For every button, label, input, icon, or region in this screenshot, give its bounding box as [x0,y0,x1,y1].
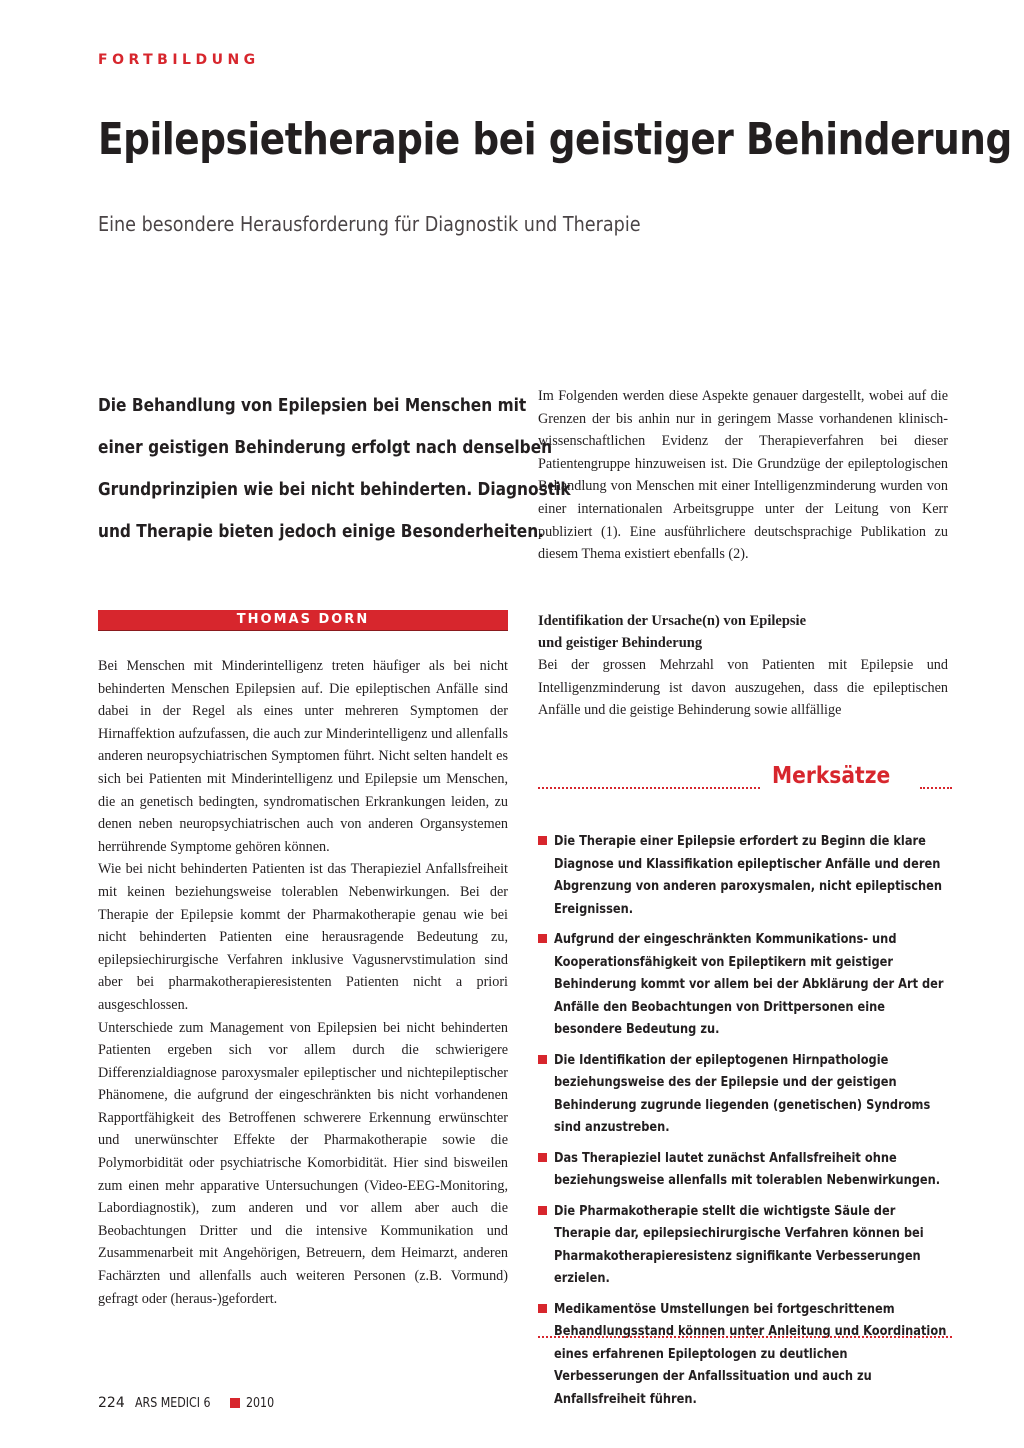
merksatz-text: Die Identifikation der epileptogenen Hirnpathologie beziehungsweise des der Epilepsie und der geistigen Behinderung zugrunde liegenden (genetischen) Syndroms sind anzustreben. [554,1051,931,1135]
body-paragraph: Wie bei nicht behinderten Patienten ist das Therapieziel Anfallsfreiheit mit keinen beziehungsweise tolerablen Nebenwirkungen. Bei der Therapie der Epilepsie kommt der Pharmakotherapie genau wie bei nicht behinderten Patienten eine herausragende Bedeutung zu, epilepsiechirurgische Verfahren inklusive Vagusnervstimulation sind aber bei pharmakotherapieresistenten Patienten nicht a priori ausgeschlossen. [98,861,508,1013]
merksatz-item [538,928,952,1041]
merksatz-item [538,1298,952,1411]
lead-line: einer geistigen Behinderung erfolgt nach denselben [98,438,553,458]
body-column-right-intro [538,385,948,566]
lead-paragraph [98,385,571,553]
section-heading [538,610,948,654]
article-title: Epilepsietherapie bei geistiger Behinderung [98,114,1012,165]
body-column-left [98,655,508,1310]
dotted-rule [920,787,952,789]
section-heading-line: und geistiger Behinderung [538,635,703,651]
square-bullet-icon [538,1206,547,1215]
merksatz-text: Das Therapieziel lautet zunächst Anfallsfreiheit ohne beziehungsweise allenfalls mit tolerablen Nebenwirkungen. [554,1149,941,1188]
merksatz-text: Aufgrund der eingeschränkten Kommunikations- und Kooperationsfähigkeit von Epileptikern mit geistiger Behinderung kommt vor allem bei der Abklärung der Art der Anfälle den Beobachtungen von Drittpersonen eine besondere Bedeutung zu. [554,931,944,1037]
body-paragraph: Im Folgenden werden diese Aspekte genauer dargestellt, wobei auf die Grenzen der bis anhin nur in geringem Masse vorhandenen klinisch-wissenschaftlichen Evidenz der Therapieverfahren bei dieser Patientengruppe hinzuweisen ist. Die Grundzüge der epileptologischen Behandlung von Menschen mit einer Intelligenzminderung wurden von einer internationalen Arbeitsgruppe unter der Leitung von Kerr publiziert (1). Eine ausführlichere deutschsprachige Publikation zu diesem Thema existiert ebenfalls (2). [538,388,948,563]
page-number: 224 [98,1395,125,1411]
merksaetze-title: Merksätze [772,763,891,789]
square-bullet-icon [538,1304,547,1313]
merksatz-item [538,830,952,920]
merksatz-item [538,1200,952,1290]
merksaetze-list [538,830,952,1418]
merksaetze-header [538,765,952,795]
lead-line: und Therapie bieten jedoch einige Besonderheiten. [98,522,545,542]
merksatz-text: Die Pharmakotherapie stellt die wichtigste Säule der Therapie dar, epilepsiechirurgische Verfahren können bei Pharmakotherapieresistenz signifikante Verbesserungen erzielen. [554,1202,924,1286]
section-heading-line: Identifikation der Ursache(n) von Epilepsie [538,613,807,629]
journal-name: ARS MEDICI 6 [134,1395,211,1411]
square-bullet-icon [538,1055,547,1064]
square-bullet-icon [538,836,547,845]
merksatz-text: Medikamentöse Umstellungen bei fortgeschrittenem Behandlungsstand können unter Anleitung und Koordination eines erfahrenen Epileptologen zu deutlichen Verbesserungen der Anfallssituation und auch zu Anfallsfreiheit führen. [554,1300,947,1407]
lead-line: Die Behandlung von Epilepsien bei Menschen mit [98,396,527,416]
square-separator-icon [230,1398,240,1408]
body-paragraph: Bei der grossen Mehrzahl von Patienten mit Epilepsie und Intelligenzminderung ist davon auszugehen, dass die epileptischen Anfälle und die geistige Behinderung sowie allfällige [538,657,948,719]
dotted-rule [538,787,760,789]
lead-line: Grundprinzipien wie bei nicht behinderten. Diagnostik [98,480,571,500]
author-name: THOMAS DORN [236,612,370,627]
merksatz-item [538,1049,952,1139]
square-bullet-icon [538,1153,547,1162]
merksatz-item [538,1147,952,1192]
page-footer [98,1395,279,1411]
body-column-right-section [538,610,948,722]
author-bar [98,610,508,631]
dotted-rule [538,1336,952,1338]
body-paragraph: Unterschiede zum Management von Epilepsien bei nicht behinderten Patienten ergeben sich vor allem durch die schwierigere Differenzialdiagnose paroxysmaler epileptischer und nichtepileptischer Phänomene, die aufgrund der eingeschränkten bis nicht vorhandenen Rapportfähigkeit des Betroffenen schwerere Erkennung erwünschter und unerwünschter Effekte der Pharmakotherapie sowie die Polymorbidität oder psychiatrische Komorbidität. Hier sind bisweilen zum einen mehr apparative Untersuchungen (Video-EEG-Monitoring, Labordiagnostik), zum anderen und vor allem aber auch die Beobachtungen Dritter und die intensive Kommunikation und Zusammenarbeit mit Angehörigen, Betreuern, dem Heimarzt, anderen Fachärzten und allenfalls auch weiteren Personen (z.B. Vormund) gefragt oder (heraus-)gefordert. [98,1019,508,1307]
article-subtitle: Eine besondere Herausforderung für Diagnostik und Therapie [98,212,641,236]
journal-year: 2010 [245,1395,274,1411]
body-paragraph: Bei Menschen mit Minderintelligenz treten häufiger als bei nicht behinderten Menschen Epilepsien auf. Die epileptischen Anfälle sind dabei in der Regel als eines unter mehreren Symptomen der Hirnaffektion aufzufassen, die auch zur Minderintelligenz und allenfalls anderen neuropsychiatrischen Symptomen führt. Nicht selten handelt es sich bei Patienten mit Minderintelligenz und Epilepsie um Menschen, die an genetisch bedingten, syndromatischen Erkrankungen leiden, zu denen neben neuropsychiatrischen auch von anderen Organsystemen herrührende Symptome gehören können. [98,658,508,855]
merksatz-text: Die Therapie einer Epilepsie erfordert zu Beginn die klare Diagnose und Klassifikation epileptischer Anfälle und deren Abgrenzung von anderen paroxysmalen, nicht epileptischen Ereignissen. [554,833,943,917]
square-bullet-icon [538,934,547,943]
section-label: FORTBILDUNG [98,52,260,68]
